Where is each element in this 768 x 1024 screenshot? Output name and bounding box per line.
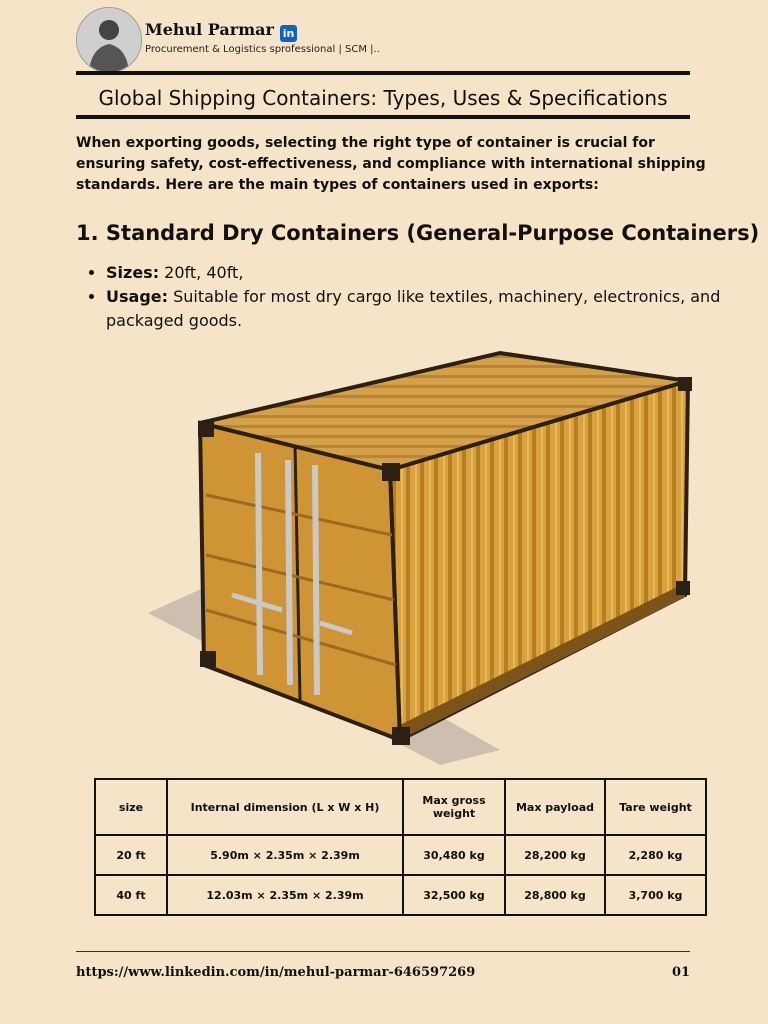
author-subtitle: Procurement & Logistics sprofessional | SCM |..: [145, 44, 380, 55]
table-header-cell: Max gross weight: [403, 779, 505, 835]
table-cell: 40 ft: [95, 875, 167, 915]
bullet-usage: [106, 285, 746, 333]
page-title: Global Shipping Containers: Types, Uses & Specifications: [98, 86, 668, 110]
table-header-cell: size: [95, 779, 167, 835]
page-number: 01: [672, 965, 691, 980]
table-cell: 28,200 kg: [505, 835, 605, 875]
section-heading: 1. Standard Dry Containers (General-Purpose Containers): [76, 221, 760, 245]
table-header-row: [95, 779, 706, 835]
spec-table: [94, 778, 707, 916]
table-cell: 2,280 kg: [605, 835, 706, 875]
title-bottom-rule: [76, 115, 690, 119]
linkedin-icon[interactable]: in: [280, 25, 297, 42]
intro-paragraph: When exporting goods, selecting the right type of container is crucial for ensuring safety, cost-effectiveness, and compliance with international shipping standards. Here are the main types of containers used in exports:: [76, 135, 706, 193]
bullet-text: 20ft, 40ft,: [159, 263, 244, 282]
table-header-cell: Tare weight: [605, 779, 706, 835]
bullet-sizes: [106, 261, 746, 285]
title-top-rule: [76, 71, 690, 75]
container-illustration: [140, 345, 700, 765]
table-cell: 20 ft: [95, 835, 167, 875]
table-cell: 3,700 kg: [605, 875, 706, 915]
table-cell: 12.03m × 2.35m × 2.39m: [167, 875, 403, 915]
table-header-cell: Max payload: [505, 779, 605, 835]
bullet-list: [84, 261, 746, 333]
table-cell: 30,480 kg: [403, 835, 505, 875]
table-header-cell: Internal dimension (L x W x H): [167, 779, 403, 835]
bullet-label: Usage:: [106, 287, 169, 306]
table-cell: 32,500 kg: [403, 875, 505, 915]
bullet-text: Suitable for most dry cargo like textiles, machinery, electronics, and packaged goods.: [106, 287, 721, 330]
author-name[interactable]: Mehul Parmar: [145, 20, 274, 39]
linkedin-profile-link[interactable]: https://www.linkedin.com/in/mehul-parmar-646597269: [76, 965, 476, 980]
table-row: [95, 875, 706, 915]
table-cell: 5.90m × 2.35m × 2.39m: [167, 835, 403, 875]
bullet-label: Sizes:: [106, 263, 160, 282]
table-cell: 28,800 kg: [505, 875, 605, 915]
footer-divider: [76, 951, 690, 952]
table-row: [95, 835, 706, 875]
avatar: [76, 7, 142, 73]
